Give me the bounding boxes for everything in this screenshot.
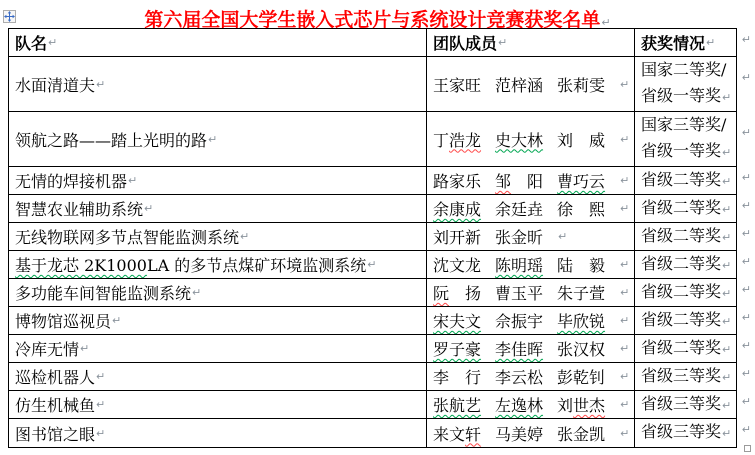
- table-row: [9, 112, 751, 167]
- row-end-mark: ↵: [741, 339, 751, 352]
- cell-end-mark: ↵: [192, 286, 202, 299]
- award-lines: [641, 195, 731, 222]
- cell-end-mark: ↵: [128, 174, 138, 187]
- award-lines: [641, 223, 731, 250]
- row-end-mark: ↵: [741, 227, 751, 240]
- text-segment: 曹玉平: [495, 284, 544, 303]
- team-members-cell[interactable]: [427, 279, 635, 306]
- cell-end-mark: ↵: [620, 342, 630, 355]
- member-name: [495, 281, 543, 304]
- table-resize-handle[interactable]: [744, 445, 751, 452]
- header-label: 获奖情况: [641, 34, 706, 53]
- text-segment: LA 的多节点煤矿环境监测系统: [146, 256, 367, 275]
- award-line: [641, 363, 731, 390]
- award-lines: [641, 167, 731, 194]
- header-label: 团队成员: [433, 34, 498, 53]
- member-name: [433, 169, 481, 192]
- award-line: [641, 307, 731, 334]
- cell-end-mark: ↵: [620, 258, 630, 271]
- member-name: [557, 281, 605, 304]
- award-text: 省级一等奖: [641, 141, 722, 160]
- cell-end-mark: ↵: [722, 258, 732, 272]
- header-row: [9, 29, 751, 57]
- cell-end-mark: ↵: [620, 77, 630, 91]
- spellcheck-green-text: 李佳晖: [495, 340, 544, 359]
- award-cell[interactable]: [635, 223, 736, 250]
- text-segment: 王家旺: [433, 75, 482, 95]
- text-segment: 图书馆之眼: [15, 424, 96, 444]
- text-segment: 无线物联网多节点智能监测系统: [15, 228, 240, 247]
- award-text: 省级二等奖: [641, 309, 722, 329]
- spellcheck-green-text: 宋夫文: [433, 312, 482, 331]
- title-text: 第六届全国大学生嵌入式芯片与系统设计竞赛获奖名单: [144, 9, 601, 31]
- team-name-cell[interactable]: [9, 307, 427, 334]
- spellcheck-red-text: 轩: [465, 424, 482, 444]
- member-name: [495, 309, 543, 332]
- member-name: [557, 253, 605, 276]
- team-members-cell[interactable]: [427, 57, 635, 111]
- row-end-mark: ↵: [741, 367, 751, 380]
- award-line: [641, 112, 731, 138]
- team-name-cell[interactable]: [9, 363, 427, 390]
- row-end-mark: ↵: [741, 395, 751, 408]
- cell-end-mark: ↵: [96, 398, 106, 411]
- team-members-cell[interactable]: [427, 391, 635, 418]
- text-segment: 范梓涵: [495, 75, 544, 95]
- cell-end-mark: ↵: [208, 132, 218, 146]
- team-members-cell[interactable]: [427, 251, 635, 278]
- text-segment: 无情的焊接机器: [15, 172, 128, 191]
- text-segment: 博物馆巡视员: [15, 312, 112, 331]
- paragraph-mark: ↵: [601, 16, 611, 29]
- text-segment: 刘: [557, 396, 574, 415]
- award-text: 省级三等奖: [641, 393, 722, 413]
- text-segment: 张汉权: [557, 340, 606, 359]
- cell-end-mark: ↵: [620, 286, 630, 299]
- team-name-cell[interactable]: [9, 419, 427, 447]
- cell-end-mark: ↵: [620, 314, 630, 327]
- award-lines: [641, 57, 731, 111]
- text-segment: 余廷垚: [495, 200, 544, 219]
- cell-end-mark: ↵: [722, 146, 732, 159]
- award-cell[interactable]: [635, 307, 736, 334]
- awards-table: [8, 28, 751, 448]
- row-end-mark: ↵: [741, 33, 751, 46]
- award-cell[interactable]: [635, 167, 736, 194]
- award-text: 省级二等奖: [641, 337, 722, 357]
- member-name: [495, 128, 543, 151]
- award-lines: [641, 307, 731, 334]
- text-segment: 阳: [511, 172, 544, 191]
- award-text: 省级二等奖: [641, 225, 722, 245]
- text-segment: 刘开新: [433, 228, 482, 247]
- award-cell[interactable]: [635, 279, 736, 306]
- text-segment: 彭乾钊: [557, 368, 606, 387]
- award-line: [641, 251, 731, 278]
- team-members-cell[interactable]: [427, 223, 635, 250]
- cell-end-mark: ↵: [620, 132, 630, 146]
- award-line: [641, 419, 731, 447]
- member-name: [433, 281, 481, 304]
- award-lines: [641, 112, 731, 166]
- award-lines: [641, 419, 731, 447]
- team-name-cell[interactable]: [9, 57, 427, 111]
- member-name: [557, 169, 605, 192]
- member-name: [495, 169, 543, 192]
- text-segment: 陆 毅: [557, 256, 606, 275]
- text-segment: 来文: [433, 424, 466, 444]
- award-line: [641, 195, 731, 222]
- team-members-cell[interactable]: [427, 112, 635, 166]
- cell-end-mark: ↵: [558, 230, 568, 243]
- spellcheck-red-text: 阮: [433, 284, 450, 303]
- row-end-mark: ↵: [741, 126, 751, 139]
- member-name: [495, 393, 543, 416]
- cell-end-mark: ↵: [722, 202, 732, 216]
- text-segment: 智慧农业辅助系统: [15, 200, 144, 219]
- team-name-cell[interactable]: [9, 279, 427, 306]
- team-members-cell[interactable]: [427, 307, 635, 334]
- text-segment: 张莉雯: [557, 75, 606, 95]
- cell-end-mark: ↵: [112, 314, 122, 327]
- text-segment: 佘振宇: [495, 312, 544, 331]
- award-text: 省级二等奖: [641, 169, 722, 189]
- text-segment: 朱子萱: [557, 284, 606, 303]
- award-text: 国家三等奖/: [641, 115, 727, 134]
- member-name: [433, 73, 481, 96]
- spellcheck-green-text: 史大林: [495, 130, 544, 150]
- award-lines: [641, 251, 731, 278]
- award-lines: [641, 391, 731, 418]
- cell-end-mark: ↵: [722, 230, 732, 244]
- text-segment: 马美婷: [495, 424, 544, 444]
- cell-end-mark: ↵: [722, 370, 732, 384]
- cell-end-mark: ↵: [722, 174, 732, 188]
- award-line: [641, 138, 731, 166]
- cell-end-mark: ↵: [367, 258, 377, 271]
- text-segment: 刘 威: [557, 130, 606, 150]
- member-name: [557, 309, 605, 332]
- team-name-header-cell[interactable]: [9, 29, 427, 56]
- text-segment: 沈文龙: [433, 256, 482, 275]
- cell-end-mark: ↵: [620, 370, 630, 383]
- award-cell[interactable]: [635, 335, 736, 362]
- member-name: [433, 309, 481, 332]
- header-label: 队名: [15, 34, 48, 53]
- text-segment: 丁: [433, 130, 450, 150]
- table-row: [9, 335, 751, 363]
- cell-end-mark: ↵: [96, 426, 106, 440]
- cell-end-mark: ↵: [240, 230, 250, 243]
- text-segment: 水面清道夫: [15, 75, 96, 95]
- member-name: [495, 197, 543, 220]
- member-name: [495, 365, 543, 388]
- table-row: [9, 195, 751, 223]
- member-name: [495, 422, 543, 445]
- cell-end-mark: ↵: [620, 426, 630, 440]
- member-name: [557, 337, 605, 360]
- spellcheck-green-text: 毕欣锐: [557, 312, 606, 331]
- cell-end-mark: ↵: [706, 36, 716, 49]
- team-name-cell[interactable]: [9, 335, 427, 362]
- award-text: 省级三等奖: [641, 365, 722, 385]
- row-end-mark: ↵: [741, 171, 751, 184]
- row-end-mark: ↵: [741, 71, 751, 84]
- team-members-cell[interactable]: [427, 419, 635, 447]
- text-segment: 仿生机械鱼: [15, 396, 96, 415]
- cell-end-mark: ↵: [722, 342, 732, 356]
- team-name-cell[interactable]: [9, 251, 427, 278]
- spellcheck-green-text: 基于龙芯 2K1000: [15, 256, 147, 275]
- row-end-mark: ↵: [741, 423, 751, 436]
- team-name-cell[interactable]: [9, 112, 427, 166]
- table-row: [9, 307, 751, 335]
- team-name-cell[interactable]: [9, 391, 427, 418]
- member-name: [557, 73, 605, 96]
- spellcheck-green-text: 张航艺: [433, 396, 482, 415]
- award-text: 省级二等奖: [641, 197, 722, 217]
- member-name: [557, 365, 605, 388]
- cell-end-mark: ↵: [620, 174, 630, 187]
- award-line: [641, 83, 731, 111]
- cell-end-mark: ↵: [144, 202, 154, 215]
- row-end-mark: ↵: [741, 255, 751, 268]
- member-name: [557, 128, 605, 151]
- text-segment: 巡检机器人: [15, 368, 96, 387]
- team-members-cell[interactable]: [427, 335, 635, 362]
- member-name: [433, 253, 481, 276]
- cell-end-mark: ↵: [620, 202, 630, 215]
- member-name: [557, 393, 605, 416]
- award-line: [641, 391, 731, 418]
- member-name: [495, 253, 543, 276]
- award-cell[interactable]: [635, 57, 736, 111]
- text-segment: 领航之路——踏上光明的路: [15, 130, 208, 150]
- member-name: [433, 337, 481, 360]
- award-cell[interactable]: [635, 195, 736, 222]
- member-name: [557, 422, 605, 445]
- spellcheck-red-text: 世杰: [573, 396, 606, 415]
- spellcheck-green-text: 余康成: [433, 200, 482, 219]
- award-lines: [641, 279, 731, 306]
- text-segment: 多功能车间智能监测系统: [15, 284, 192, 303]
- table-row: [9, 57, 751, 112]
- team-name-cell[interactable]: [9, 195, 427, 222]
- spellcheck-red-text: 邹: [495, 172, 512, 191]
- spellcheck-green-text: 曹巧云: [557, 172, 606, 191]
- table-row: [9, 419, 751, 447]
- award-lines: [641, 335, 731, 362]
- award-text: 省级二等奖: [641, 281, 722, 301]
- award-header-cell[interactable]: [635, 29, 736, 56]
- table-row: [9, 363, 751, 391]
- award-line: [641, 279, 731, 306]
- member-name: [495, 337, 543, 360]
- award-text: 国家二等奖/: [641, 60, 727, 79]
- spellcheck-green-text: 罗子豪: [433, 340, 482, 359]
- member-name: [557, 197, 605, 220]
- award-line: [641, 223, 731, 250]
- award-text: 省级一等奖: [641, 86, 722, 105]
- cell-end-mark: ↵: [498, 36, 508, 49]
- text-segment: 扬: [449, 284, 482, 303]
- cell-end-mark: ↵: [96, 370, 106, 383]
- cell-end-mark: ↵: [722, 286, 732, 300]
- member-name: [433, 197, 481, 220]
- member-name: [433, 128, 481, 151]
- text-segment: 张金凯: [557, 424, 606, 444]
- text-segment: 冷库无情: [15, 340, 80, 359]
- award-text: 省级二等奖: [641, 253, 722, 273]
- table-row: [9, 279, 751, 307]
- spellcheck-red-text: 浩龙: [449, 130, 482, 150]
- text-segment: 路家乐: [433, 172, 482, 191]
- member-name: [495, 73, 543, 96]
- team-members-header-cell[interactable]: [427, 29, 635, 56]
- table-row: [9, 251, 751, 279]
- table-row: [9, 391, 751, 419]
- cell-end-mark: ↵: [620, 398, 630, 411]
- award-cell[interactable]: [635, 363, 736, 390]
- member-name: [433, 365, 481, 388]
- cell-end-mark: ↵: [722, 91, 732, 104]
- spellcheck-green-text: 左逸林: [495, 396, 544, 415]
- award-cell[interactable]: [635, 419, 736, 447]
- award-cell[interactable]: [635, 251, 736, 278]
- cell-end-mark: ↵: [722, 427, 732, 440]
- award-line: [641, 167, 731, 194]
- team-members-cell[interactable]: [427, 195, 635, 222]
- cell-end-mark: ↵: [96, 77, 106, 91]
- award-line: [641, 57, 731, 83]
- cell-end-mark: ↵: [80, 342, 90, 355]
- table-row: [9, 167, 751, 195]
- team-members-cell[interactable]: [427, 363, 635, 390]
- team-name-cell[interactable]: [9, 167, 427, 194]
- cell-end-mark: ↵: [48, 36, 58, 49]
- cell-end-mark: ↵: [722, 314, 732, 328]
- text-segment: 徐 熙: [557, 200, 606, 219]
- award-cell[interactable]: [635, 391, 736, 418]
- member-name: [433, 225, 481, 248]
- member-name: [433, 422, 481, 445]
- row-end-mark: ↵: [741, 283, 751, 296]
- row-end-mark: ↵: [741, 311, 751, 324]
- award-text: 省级三等奖: [641, 422, 722, 441]
- row-end-mark: ↵: [741, 199, 751, 212]
- cell-end-mark: ↵: [722, 398, 732, 412]
- spellcheck-green-text: 陈明瑶: [495, 256, 544, 275]
- member-name: [495, 225, 543, 248]
- award-cell[interactable]: [635, 112, 736, 166]
- member-name: [433, 393, 481, 416]
- table-row: [9, 223, 751, 251]
- text-segment: 李云松: [495, 368, 544, 387]
- text-segment: 李 行: [433, 368, 482, 387]
- team-name-cell[interactable]: [9, 223, 427, 250]
- award-lines: [641, 363, 731, 390]
- team-members-cell[interactable]: [427, 167, 635, 194]
- award-line: [641, 335, 731, 362]
- text-segment: 张金昕: [495, 228, 544, 247]
